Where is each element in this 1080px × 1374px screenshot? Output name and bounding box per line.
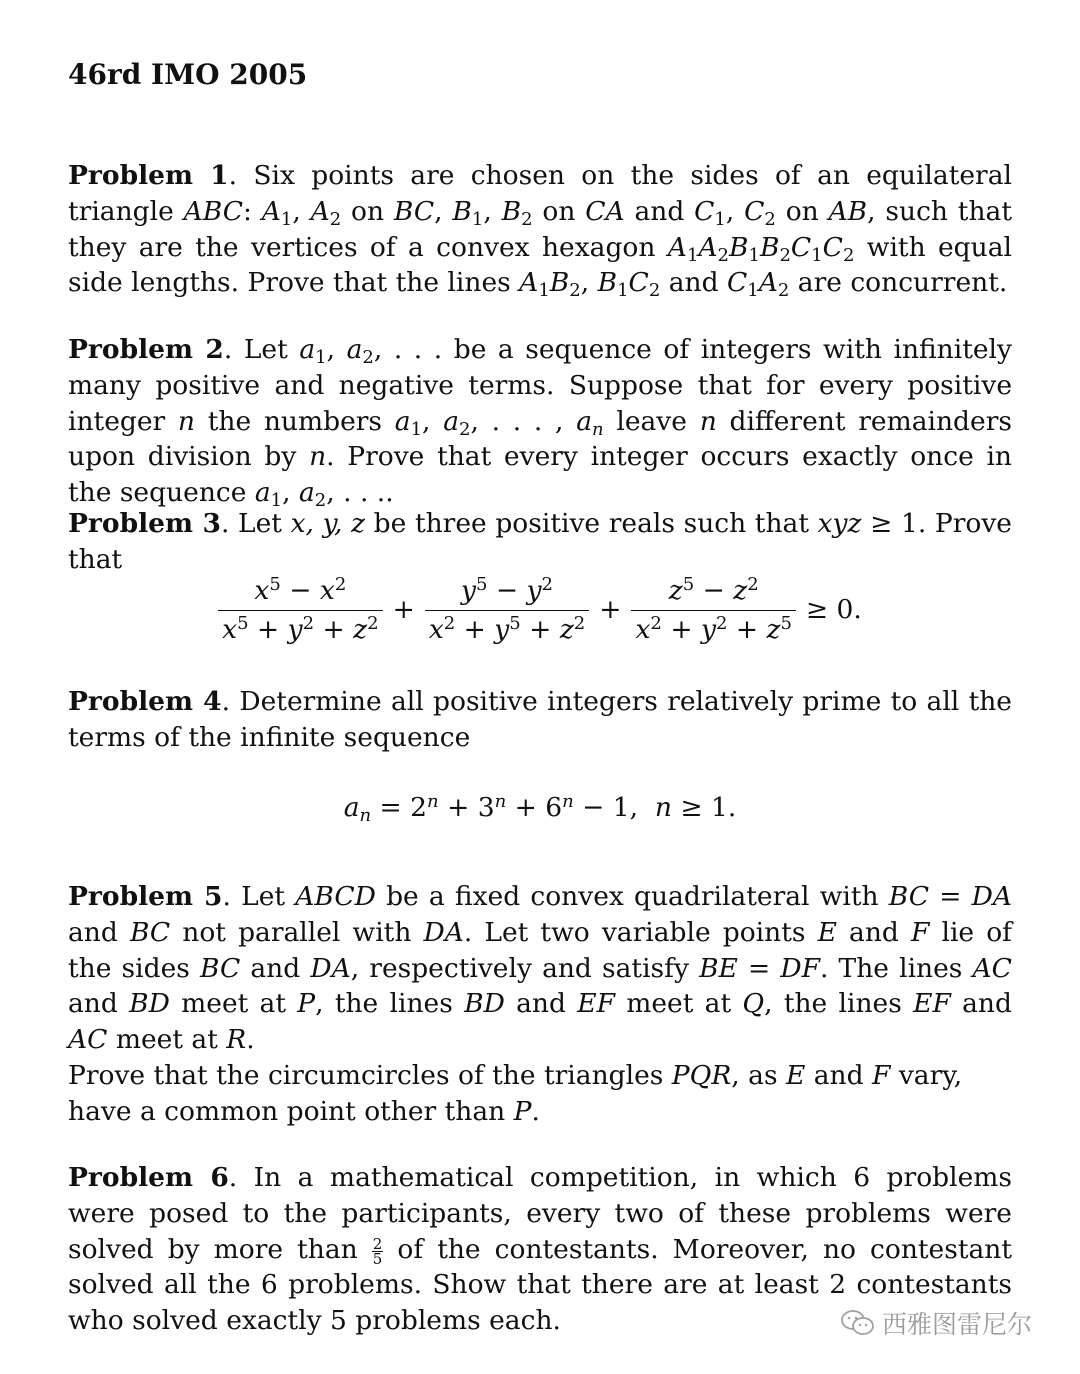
problem-2: Problem 2. Let $a_1$, $a_2$, . . . be a sequence of integers with infinitely many positive and negative terms. Suppose that for every positive integer n the numbers $a_1$, $a_2$, . . . , $a_n$ leave n different remainders upon division by n. Prove that every integer occurs exactly once in the sequence $a_1$, $a_2$, . . .. [68,334,1013,512]
problem-4-label: Problem 4 [68,686,222,717]
problem-3: Problem 3. Let x, y, z be three positive reals such that xyz ≥ 1. Prove that $\frac{x^5 - x^2}{x^5 + y^2 + z^2}$ + $\frac{y^5 - y^2}{x^2 + y^5 + z^2}$ + $\frac{z^5 - z^2}{x^2 + y^2 + z^5}$ ≥ 0. [68,508,1012,645]
problem-1-label: Problem 1 [68,160,229,191]
wechat-icon [840,1309,876,1337]
problem-3-inequality: $\frac{x^5 - x^2}{x^5 + y^2 + z^2}$ + $\frac{y^5 - y^2}{x^2 + y^5 + z^2}$ + $\frac{z^5 - z^2}{x^2 + y^2 + z^5}$ ≥ 0. [68,574,1012,647]
watermark [840,1305,1032,1341]
problem-5-label: Problem 5 [68,881,223,912]
document-title: 46rd IMO 2005 [68,58,308,91]
problem-4: Problem 4. Determine all positive integers relatively prime to all the terms of the infinite sequence $a_n = 2^n + 3^n + 6^n - 1$, n ≥ 1. [68,686,1012,826]
problem-5: Problem 5. Let ABCD be a fixed convex quadrilateral with BC = DA and BC not parallel with DA. Let two variable points E and F lie of the sides BC and DA, respectively and satisfy BE = DF. The lines AC and BD meet at P, the lines BD and EF meet at Q, the lines EF and AC meet at R. Prove that the circumcircles of the triangles PQR, as E and F vary, have a common point other than P. [68,881,1013,1127]
problem-6: Problem 6. In a mathematical competition, in which 6 problems were posed to the participants, every two of these problems were solved by more than $\frac{2}{5}$ of the contestants. Moreover, no contestant solved all the 6 problems. Show that there are at least 2 contestants who solved exactly 5 problems each. [68,1162,1012,1337]
problem-4-sequence: $a_n = 2^n + 3^n + 6^n - 1$, n ≥ 1. [343,790,737,826]
problem-1: Problem 1. Six points are chosen on the sides of an equilateral triangle ABC: $A_1$, $A_2$ on BC, $B_1$, $B_2$ on CA and $C_1$, $C_2$ on AB, such that they are the vertices of a convex hexagon $A_1A_2B_1B_2C_1C_2$ with equal side lengths. Prove that the lines $A_1B_2$, $B_1C_2$ and $C_1A_2$ are concurrent. [68,160,1012,302]
problem-6-label: Problem 6 [68,1162,229,1193]
problem-2-label: Problem 2 [68,334,224,365]
watermark-text: 西雅图雷尼尔 [882,1310,1033,1339]
problem-3-label: Problem 3 [68,508,221,539]
